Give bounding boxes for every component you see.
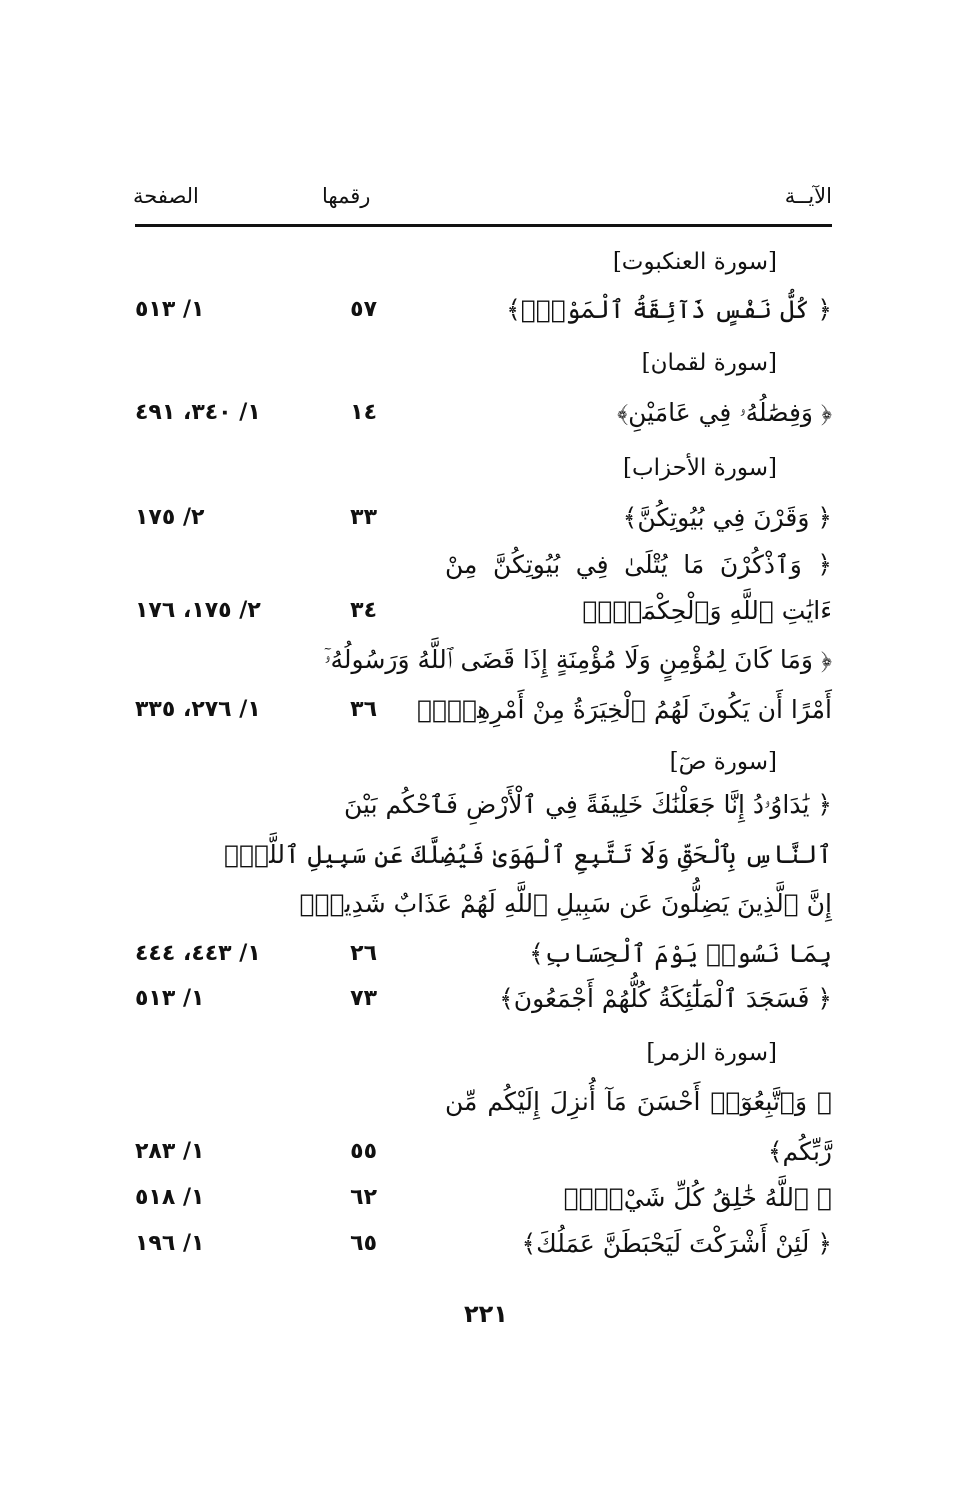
ayah-text: ﴿ وَٱذْكُرْنَ مَا يُتْلَىٰ فِي بُيُوتِكُنَّ مِنْ: [445, 550, 832, 579]
ayah-text: أَمْرًا أَن يَكُونَ لَهُمُ ٱلْخِيَرَةُ مِنْ أَمْرِهِمْۗ﴾: [417, 695, 832, 724]
ayah-text: ﴿ لَئِنْ أَشْرَكْتَ لَيَحْبَطَنَّ عَمَلُكَ﴾: [521, 1229, 832, 1258]
ayah-number: ٦٢: [350, 1185, 377, 1210]
page-reference: ١/ ٤٤٣، ٤٤٤: [135, 941, 261, 966]
ayah-number: ٦٥: [350, 1231, 377, 1256]
page-reference: ١/ ٥١٨: [135, 1185, 205, 1210]
page-reference: ١/ ٢٨٣: [135, 1139, 205, 1164]
page-reference: ١/ ٢٧٦، ٣٣٥: [135, 697, 261, 722]
sura-heading: [سورة لقمان]: [641, 350, 777, 376]
ayah-text: ﴿ وَمَا كَانَ لِمُؤْمِنٍ وَلَا مُؤْمِنَةٍ إِذَا قَضَى ٱللَّهُ وَرَسُولُهُۥٓ: [324, 645, 832, 674]
ayah-text: بِمَا نَسُوا۟ يَوْمَ ٱلْحِسَابِ﴾: [529, 939, 832, 968]
ayah-number: ٣٦: [350, 697, 377, 722]
sura-heading: [سورة صٓ]: [669, 749, 777, 775]
ayah-number: ٣٤: [350, 598, 377, 623]
ayah-number: ٥٧: [350, 297, 377, 322]
ayah-text: ٱلنَّاسِ بِٱلْحَقِّ وَلَا تَتَّبِعِ ٱلْهَوَىٰ فَيُضِلَّكَ عَن سَبِيلِ ٱللَّهِۚ: [224, 840, 832, 869]
ayah-text: ﴿ ٱللَّهُ خَٰلِقُ كُلِّ شَيْءٍۖ﴾: [563, 1183, 832, 1212]
ayah-number: ٣٣: [350, 505, 377, 530]
ayah-number: ٥٥: [350, 1139, 377, 1164]
ayah-text: إِنَّ ٱلَّذِينَ يَضِلُّونَ عَن سَبِيلِ ٱللَّهِ لَهُمْ عَذَابٌ شَدِيدٌۢ: [299, 889, 832, 918]
page-reference: ١/ ٥١٣: [135, 297, 205, 322]
page-number: ٢٢١: [464, 1300, 508, 1328]
ayah-text: رَّبِّكُم﴾: [767, 1137, 832, 1166]
sura-heading: [سورة العنكبوت]: [612, 249, 777, 275]
ayah-text: ﴿ كُلُّ نَفْسٍ ذَآئِقَةُ ٱلْمَوْتِۗ﴾: [506, 295, 832, 324]
header-number: رقمها: [322, 184, 371, 208]
ayah-number: ١٤: [350, 400, 377, 425]
header-rule: [135, 224, 832, 227]
page-reference: ١/ ٣٤٠، ٤٩١: [135, 400, 261, 425]
ayah-number: ٢٦: [350, 941, 377, 966]
ayah-text: ﴿ وَقَرْنَ فِي بُيُوتِكُنَّ﴾: [622, 503, 832, 532]
page-reference: ٢/ ١٧٥: [135, 505, 205, 530]
ayah-number: ٧٣: [350, 986, 377, 1011]
page-reference: ١/ ١٩٦: [135, 1231, 205, 1256]
page-reference: ١/ ٥١٣: [135, 986, 205, 1011]
ayah-text: ﴿ فَسَجَدَ ٱلْمَلَٰٓئِكَةُ كُلُّهُمْ أَجْمَعُونَ﴾: [499, 984, 832, 1013]
header-ayah: الآيــة: [784, 184, 832, 208]
ayah-text: ﴿ وَٱتَّبِعُوٓا۟ أَحْسَنَ مَآ أُنزِلَ إِلَيْكُم مِّن: [445, 1087, 832, 1116]
ayah-text: ﴿ يَٰدَاوُۥدُ إِنَّا جَعَلْنَٰكَ خَلِيفَةً فِي ٱلْأَرْضِ فَٱحْكُم بَيْنَ: [344, 790, 832, 819]
page-reference: ٢/ ١٧٥، ١٧٦: [135, 598, 261, 623]
ayah-text: ﴿ وَفِصَٰلُهُۥ فِي عَامَيْنِ﴾: [617, 398, 832, 427]
sura-heading: [سورة الزمر]: [646, 1040, 777, 1066]
header-page: الصفحة: [133, 184, 199, 208]
sura-heading: [سورة الأحزاب]: [622, 455, 777, 481]
ayah-text: ءَايَٰتِ ٱللَّهِ وَٱلْحِكْمَةِۚ﴾: [582, 596, 832, 625]
